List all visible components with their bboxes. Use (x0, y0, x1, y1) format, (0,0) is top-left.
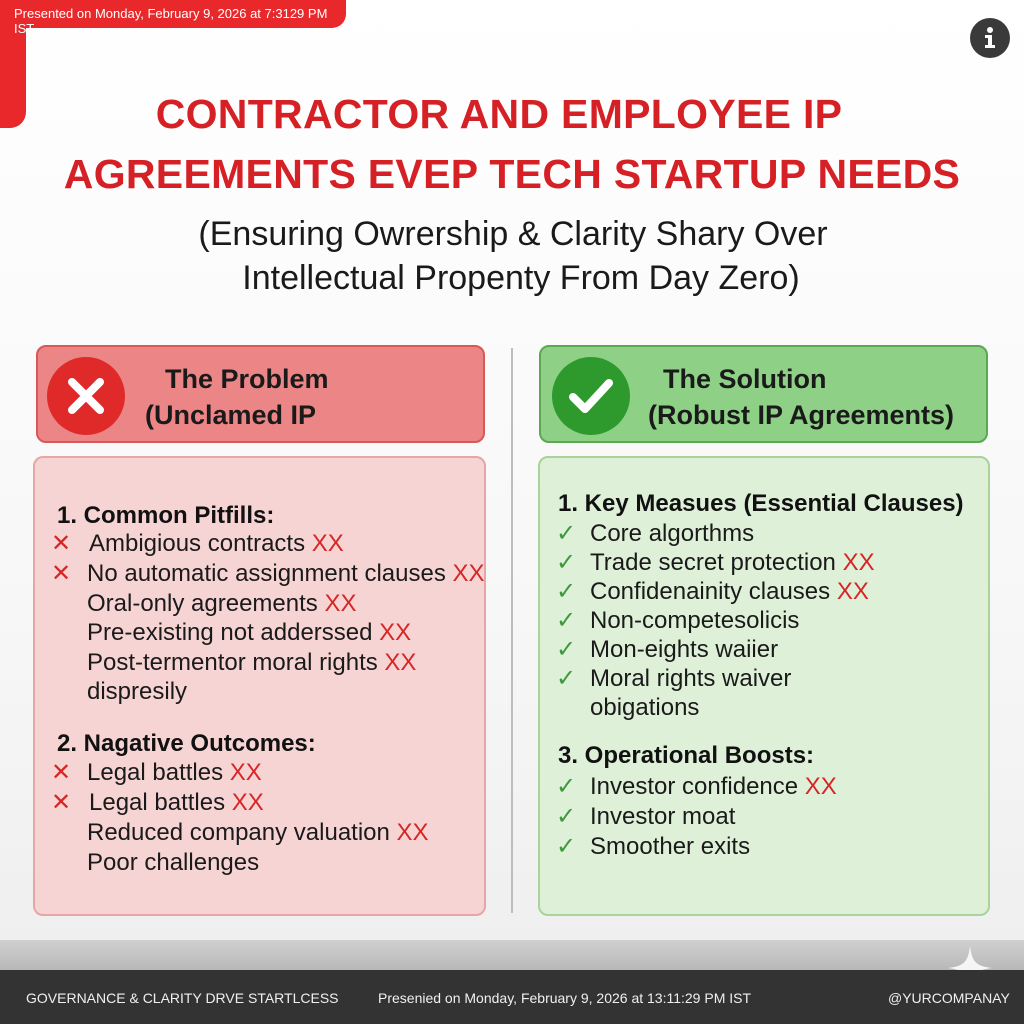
list-item: No automatic assignment clauses XX (87, 560, 485, 587)
solution-section-title: 3. Operational Boosts: (558, 742, 815, 769)
problem-section-title: 1. Common Pitfills: (57, 502, 275, 529)
problem-header (36, 345, 485, 443)
list-item: Mon-eights waiier (590, 636, 779, 663)
solution-heading-line-1: The Solution (663, 364, 827, 394)
check-icon: ✓ (556, 833, 577, 860)
list-item: obigations (590, 694, 700, 721)
check-icon: ✓ (556, 773, 577, 800)
solution-content (538, 456, 990, 916)
x-mark-icon: ✕ (51, 560, 72, 587)
list-item: Investor confidence XX (590, 773, 837, 800)
title-line-1: CONTRACTOR AND EMPLOYEE IP (155, 91, 843, 137)
x-mark-icon: ✕ (51, 530, 72, 557)
problem-heading-line-1: The Problem (165, 364, 329, 394)
x-circle-icon (47, 357, 125, 435)
list-item: Poor challenges (87, 849, 260, 876)
problem-heading (145, 361, 329, 433)
footer-presented-text: Presenied on Monday, February 9, 2026 at 13:11:29 PM IST (378, 990, 752, 1006)
check-icon: ✓ (556, 665, 577, 692)
list-item: Core algorthms (590, 520, 755, 547)
column-divider (511, 348, 513, 913)
list-item: Non-competesolicis (590, 607, 800, 634)
footer (0, 970, 1024, 1024)
problem-heading-line-2: (Unclamed IP (145, 400, 317, 430)
list-item: Smoother exits (590, 833, 751, 860)
page-subtitle (0, 212, 1024, 300)
list-item: Reduced company valuation XX (87, 819, 429, 846)
check-icon: ✓ (556, 636, 577, 663)
list-item: Moral rights waiver (590, 665, 792, 692)
solution-header (539, 345, 988, 443)
list-item: Legal battles XX (87, 759, 262, 786)
solution-heading (648, 361, 954, 433)
check-icon: ✓ (556, 520, 577, 547)
x-mark-icon: ✕ (51, 789, 72, 816)
problem-content (33, 456, 486, 916)
check-icon: ✓ (556, 803, 577, 830)
list-item: Confidenainity clauses XX (590, 578, 869, 605)
check-icon: ✓ (556, 578, 577, 605)
page-title (0, 84, 1024, 204)
list-item: Pre-existing not adderssed XX (87, 619, 412, 646)
presented-tag: Presented on Monday, February 9, 2026 at 7:3129 PM IST (0, 0, 346, 28)
footer-left-text: GOVERNANCE & CLARITY DRVE STARTLCESS (26, 990, 339, 1006)
list-item: Investor moat (590, 803, 736, 830)
list-item: Trade secret protection XX (590, 549, 875, 576)
list-item: Ambigious contracts XX (89, 530, 344, 557)
problem-section-title: 2. Nagative Outcomes: (57, 730, 316, 757)
title-line-2: AGREEMENTS EVEP TECH STARTUP NEEDS (63, 151, 961, 197)
list-item: Legal battles XX (89, 789, 264, 816)
check-circle-icon (552, 357, 630, 435)
footer-handle: @YURCOMPANAY (888, 990, 1010, 1006)
solution-section-title: 1. Key Measues (Essential Clauses) (558, 490, 964, 517)
info-icon[interactable] (970, 18, 1010, 58)
footer-band (0, 940, 1024, 970)
list-item: Post-termentor moral rights XX (87, 649, 417, 676)
solution-heading-line-2: (Robust IP Agreements) (648, 400, 955, 430)
subtitle-line-1: (Ensuring Owrership & Clarity Shary Over (198, 215, 828, 253)
subtitle-line-2: Intellectual Propenty From Day Zero) (242, 259, 800, 297)
list-item: dispresily (87, 678, 188, 705)
check-icon: ✓ (556, 607, 577, 634)
x-mark-icon: ✕ (51, 759, 72, 786)
list-item: Oral-only agreements XX (87, 590, 357, 617)
check-icon: ✓ (556, 549, 577, 576)
